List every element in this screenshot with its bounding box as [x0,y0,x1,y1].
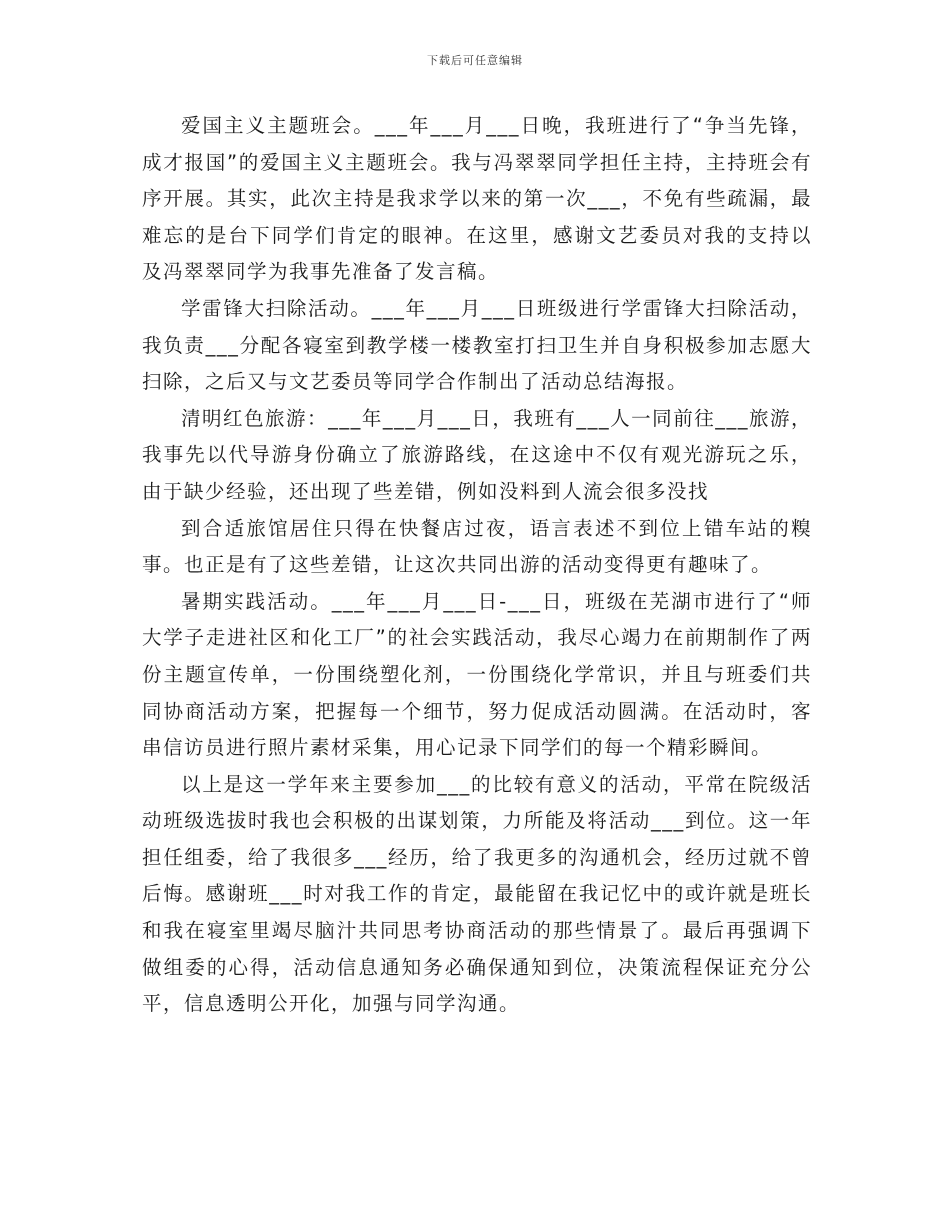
document-body [142,108,812,1023]
paragraph-summary: 以上是这一学年来主要参加___的比较有意义的活动，平常在院级活动班级选拔时我也会积极的出谋划策，力所能及将活动___到位。这一年担任组委，给了我很多___经历，给了我更多的沟通机会，经历过就不曾后悔。感谢班___时对我工作的肯定，最能留在我记忆中的或许就是班长和我在寝室里竭尽脑汁共同思考协商活动的那些情景了。最后再强调下做组委的心得，活动信息通知务必确保通知到位，决策流程保证充分公平，信息透明公开化，加强与同学沟通。 [142,772,812,1016]
paragraph-lei-feng-cleanup: 学雷锋大扫除活动。___年___月___日班级进行学雷锋大扫除活动，我负责___分配各寝室到教学楼一楼教室打扫卫生并自身积极参加志愿大扫除，之后又与文艺委员等同学合作制出了活动总结海报。 [142,296,812,394]
paragraph-qingming-red-tour-continued: 到合适旅馆居住只得在快餐店过夜，语言表述不到位上错车站的糗事。也正是有了这些差错，让这次共同出游的活动变得更有趣味了。 [142,516,812,577]
paragraph-qingming-red-tour: 清明红色旅游：___年___月___日，我班有___人一同前往___旅游，我事先以代导游身份确立了旅游路线，在这途中不仅有观光游玩之乐，由于缺少经验，还出现了些差错，例如没料到人流会很多没找 [142,406,812,503]
paragraph-patriotic-class-meeting: 爱国主义主题班会。___年___月___日晚，我班进行了“争当先锋，成才报国”的爱国主义主题班会。我与冯翠翠同学担任主持，主持班会有序开展。其实，此次主持是我求学以来的第一次___，不免有些疏漏，最难忘的是台下同学们肯定的眼神。在这里，感谢文艺委员对我的支持以及冯翠翠同学为我事先准备了发言稿。 [142,114,812,284]
paragraph-summer-practice: 暑期实践活动。___年___月___日-___日，班级在芜湖市进行了“师大学子走进社区和化工厂”的社会实践活动，我尽心竭力在前期制作了两份主题宣传单，一份围绕塑化剂，一份围绕化学常识，并且与班委们共同协商活动方案，把握每一个细节，努力促成活动圆满。在活动时，客串信访员进行照片素材采集，用心记录下同学们的每一个精彩瞬间。 [142,589,812,760]
page-header: 下载后可任意编辑 [427,54,523,67]
